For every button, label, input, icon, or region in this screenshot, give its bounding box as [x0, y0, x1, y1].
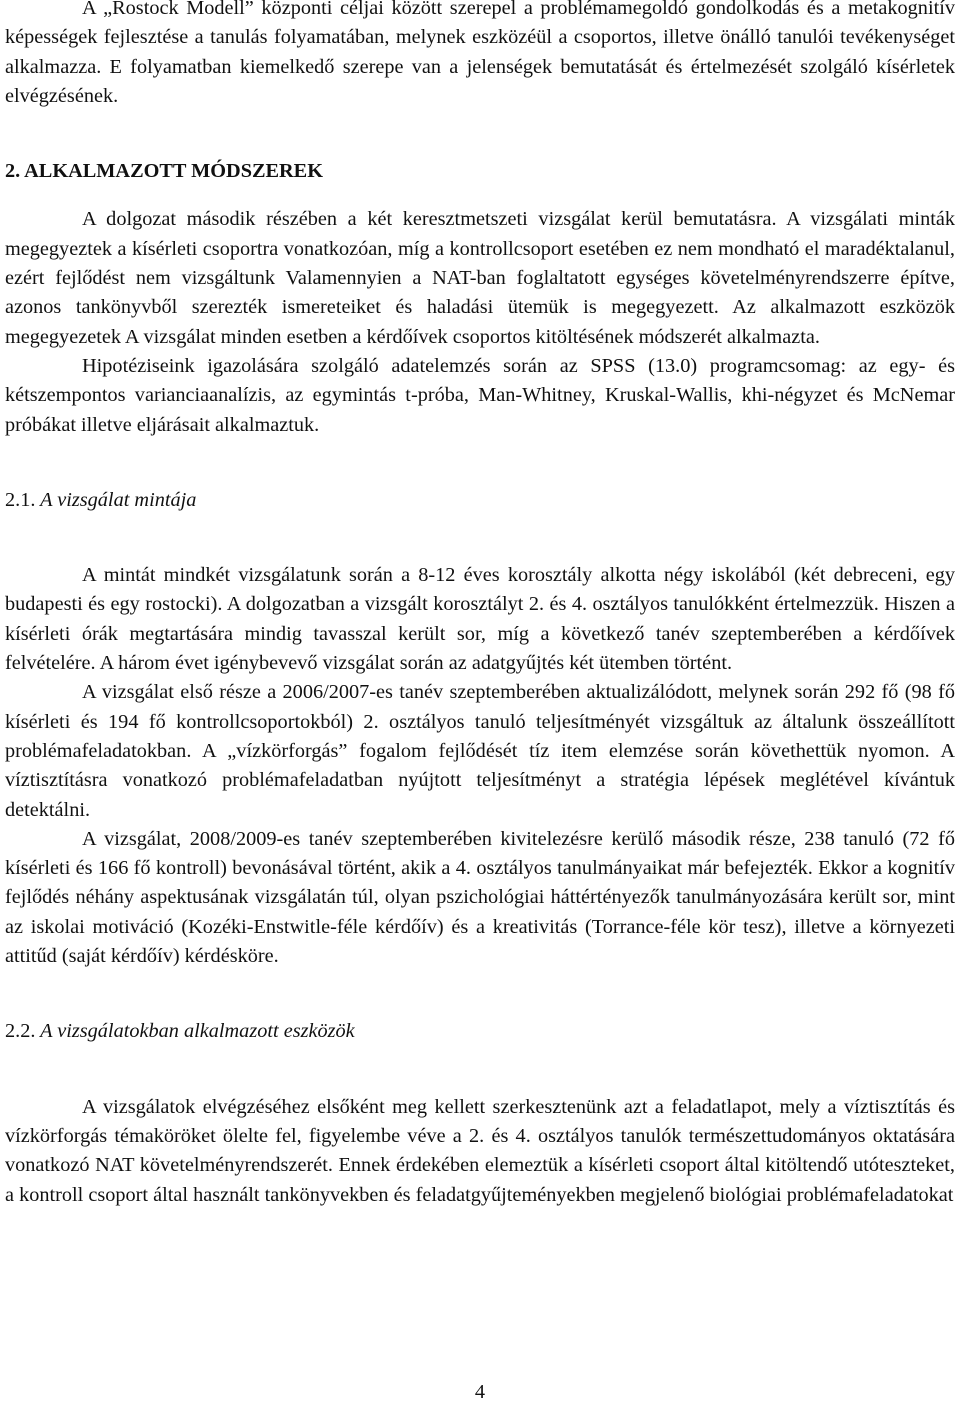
intro-paragraph: A „Rostock Modell” központi céljai között szerepel a problémamegoldó gondolkodás és a metakognitív képességek fejlesztése a tanulás folyamatában, melynek eszközéül a csoportos, illetve önálló tanulói tevékenységet alkalmazza. E folyamatban kiemelkedő szerepe van a jelenségek bemutatását és értelmezését szolgáló kísérletek elvégzésének.: [5, 0, 955, 107]
subsection-heading: [5, 486, 955, 515]
section-paragraph: A dolgozat második részében a két keresztmetszeti vizsgálat kerül bemutatásra. A vizsgálati minták megegyeztek a kísérleti csoportra vonatkozóan, míg a kontrollcsoport esetében ez nem mondható el maradéktalanul, ezért fejlődést nem vizsgáltunk Valamennyien a NAT-ban foglaltatott egységes követelményrendszerre építve, azonos tankönyvből szerezték ismereteiket és haladási ütemük is megegyezett. Az alkalmazott eszközök megegyezetek A vizsgálat minden esetben a kérdőívek csoportos kitöltésének módszerét alkalmazta.: [5, 208, 955, 348]
subsection-heading: [5, 1017, 955, 1046]
page-number: 4: [474, 1381, 486, 1403]
subsection-paragraph: A mintát mindkét vizsgálatunk során a 8-12 éves korosztály alkotta négy iskolából (két debreceni, egy budapesti és egy rostocki). A dolgozatban a vizsgált korosztályt 2. és 4. osztályos tanulókként értelmezzük. Hiszen a kísérleti órák megtartására mindig tavasszal került sor, míg a következő tanév szeptemberében a kérdőívek felvételére. A három évet igénybevevő vizsgálat során az adatgyűjtés két ütemben történt.: [5, 564, 955, 675]
subsection-paragraph: A vizsgálat első része a 2006/2007-es tanév szeptemberében aktualizálódott, melynek során 292 fő (98 fő kísérleti és 194 fő kontrollcsoportokból) 2. osztályos tanuló teljesítményét vizsgáltuk az általunk összeállított problémafeladatokban. A „vízkörforgás” fogalom fejlődését tíz item elemzése során követhettük nyomon. A víztisztításra vonatkozó problémafeladatban nyújtott teljesítményt a stratégia lépések meglétével kívántuk detektálni.: [5, 681, 955, 821]
subsection-paragraph: A vizsgálatok elvégzéséhez elsőként meg kellett szerkesztenünk azt a feladatlapot, mely a víztisztítás és vízkörforgás témaköröket ölelte fel, figyelembe véve a 2. és 4. osztályos tanulók természettudományos oktatására vonatkozó NAT követelményrendszerét. Ennek érdekében elemeztük a kísérleti csoport által kitöltendő utóteszteket, a kontroll csoport által használt tankönyvekben és feladatgyűjteményekben megjelenő biológiai problémafeladatokat: [5, 1095, 955, 1206]
subsection-paragraph: A vizsgálat, 2008/2009-es tanév szeptemberében kivitelezésre kerülő második része, 238 tanuló (72 fő kísérleti és 166 fő kontroll) bevonásával történt, akik a 4. osztályos tanulmányaikat már befejezték. Ekkor a kognitív fejlődés néhány aspektusának vizsgálatán túl, olyan pszichológiai háttértényezők tanulmányozására került sor, mint az iskolai motiváció (Kozéki-Enstwitle-féle kérdőív) és a kreativitás (Torrance-féle kör tesz), illetve a környezeti attitűd (saját kérdőív) kérdésköre.: [5, 827, 955, 968]
subsection-title: A vizsgálat mintája: [40, 488, 197, 511]
subsection-number: 2.2.: [5, 1020, 36, 1043]
section-heading: 2. ALKALMAZOTT MÓDSZEREK: [5, 160, 323, 183]
page-content: [5, 0, 955, 1210]
subsection-title: A vizsgálatokban alkalmazott eszközök: [40, 1020, 355, 1043]
section-paragraph: Hipotéziseink igazolására szolgáló adatelemzés során az SPSS (13.0) programcsomag: az egy- és kétszempontos varianciaanalízis, az egymintás t-próba, Man-Whitney, Kruskal-Wallis, khi-négyzet és McNemar próbákat illetve eljárásait alkalmaztuk.: [5, 354, 955, 436]
subsection-number: 2.1.: [5, 488, 36, 511]
